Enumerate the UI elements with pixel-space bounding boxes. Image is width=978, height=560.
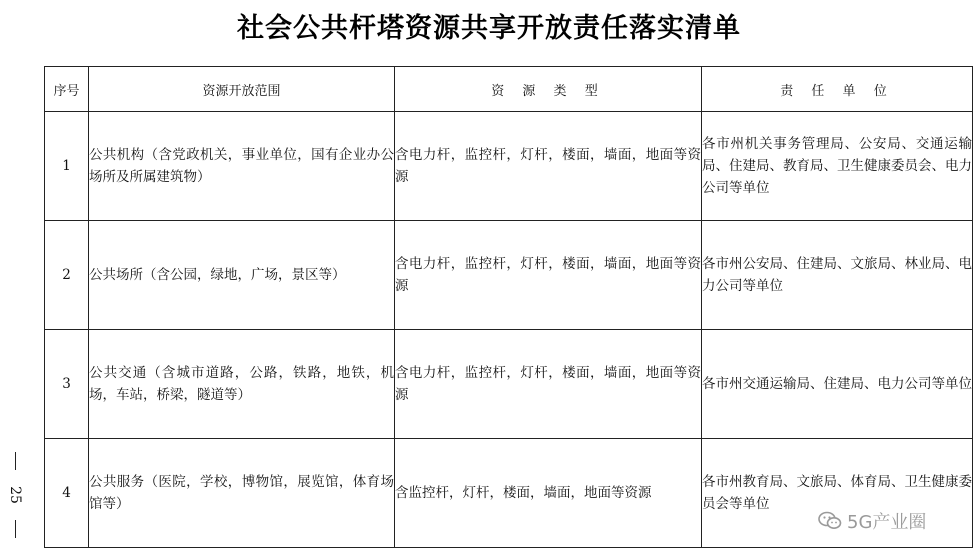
table-header-row bbox=[45, 67, 973, 112]
responsible-unit-cell: 各市州机关事务管理局、公安局、交通运输局、住建局、教育局、卫生健康委员会、电力公司等单位 bbox=[702, 112, 973, 221]
resource-type-cell: 含电力杆，监控杆，灯杆，楼面，墙面，地面等资源 bbox=[395, 112, 702, 221]
responsible-unit-cell: 各市州教育局、文旅局、体育局、卫生健康委员会等单位 bbox=[702, 439, 973, 548]
resource-scope-cell: 公共交通（含城市道路，公路，铁路，地铁，机场，车站，桥梁，隧道等） bbox=[89, 330, 395, 439]
page-title: 社会公共杆塔资源共享开放责任落实清单 bbox=[237, 13, 741, 44]
row-number: 2 bbox=[45, 221, 89, 330]
header-type: 资 源 类 型 bbox=[395, 67, 702, 112]
responsibility-table bbox=[44, 66, 973, 548]
watermark bbox=[818, 506, 926, 536]
row-number: 3 bbox=[45, 330, 89, 439]
resource-scope-cell: 公共机构（含党政机关，事业单位，国有企业办公场所及所属建筑物） bbox=[89, 112, 395, 221]
table-row bbox=[45, 221, 973, 330]
resource-type-cell: 含电力杆，监控杆，灯杆，楼面，墙面，地面等资源 bbox=[395, 221, 702, 330]
table-row bbox=[45, 330, 973, 439]
header-no: 序号 bbox=[45, 67, 89, 112]
header-unit: 责 任 单 位 bbox=[702, 67, 973, 112]
responsible-unit-cell: 各市州公安局、住建局、文旅局、林业局、电力公司等单位 bbox=[702, 221, 973, 330]
responsible-unit-cell: 各市州交通运输局、住建局、电力公司等单位 bbox=[702, 330, 973, 439]
watermark-text: 5G产业圈 bbox=[847, 512, 927, 533]
wechat-icon bbox=[818, 511, 842, 531]
page-number-marker bbox=[6, 452, 24, 538]
resource-type-cell: 含电力杆，监控杆，灯杆，楼面，墙面，地面等资源 bbox=[395, 330, 702, 439]
page-number: 25 bbox=[6, 486, 23, 504]
page-number-dash-top bbox=[15, 452, 16, 470]
table-row bbox=[45, 112, 973, 221]
row-number: 4 bbox=[45, 439, 89, 548]
responsibility-table-container bbox=[44, 66, 972, 548]
resource-scope-cell: 公共场所（含公园，绿地，广场，景区等） bbox=[89, 221, 395, 330]
resource-scope-cell: 公共服务（医院，学校，博物馆，展览馆，体育场馆等） bbox=[89, 439, 395, 548]
page-number-dash-bottom bbox=[15, 520, 16, 538]
header-scope: 资源开放范围 bbox=[89, 67, 395, 112]
row-number: 1 bbox=[45, 112, 89, 221]
resource-type-cell: 含监控杆，灯杆，楼面，墙面，地面等资源 bbox=[395, 439, 702, 548]
